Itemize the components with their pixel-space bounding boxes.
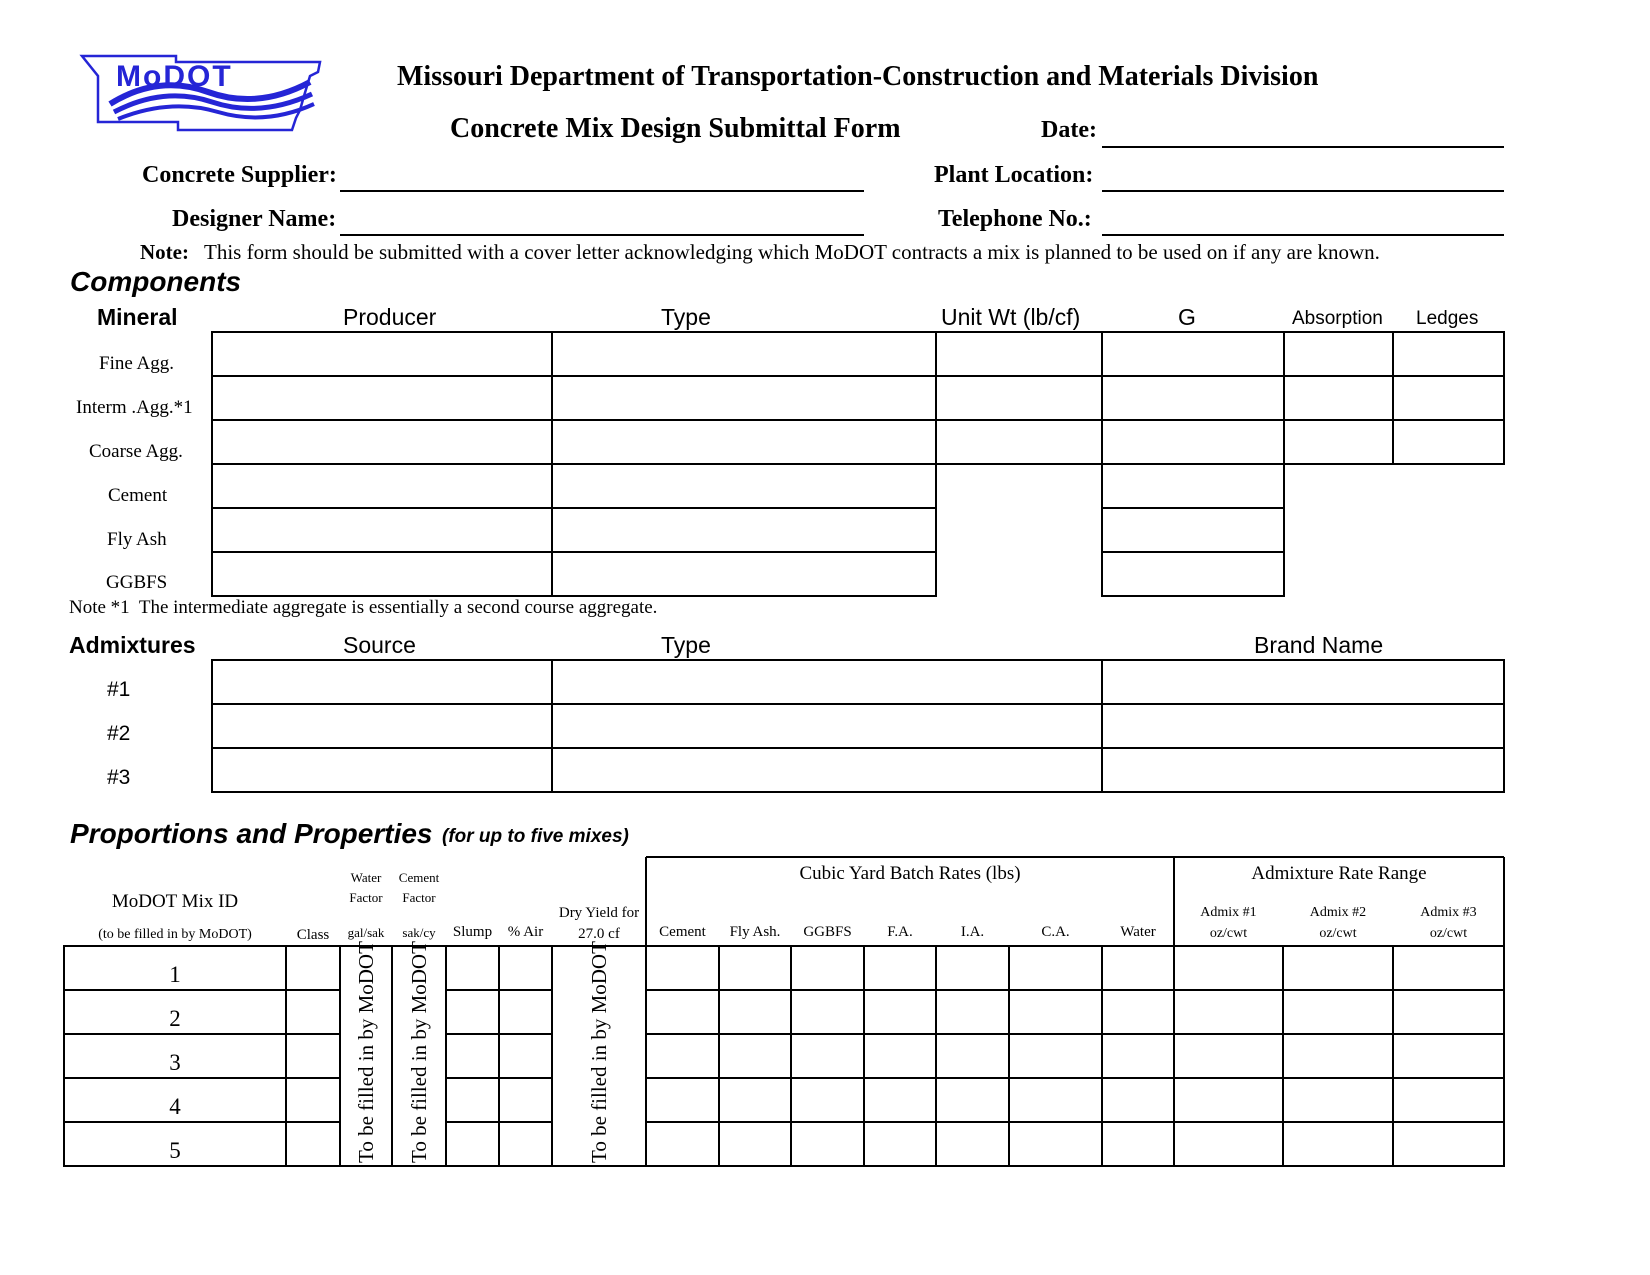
- mix-id-header: MoDOT Mix ID: [111, 891, 239, 912]
- batch-col-ia: I.A.: [960, 924, 985, 940]
- form-title: Concrete Mix Design Submittal Form: [450, 113, 901, 144]
- row-label-fine-agg: Fine Agg.: [99, 353, 174, 374]
- mix-id-subheader: (to be filled in by MoDOT): [98, 927, 252, 942]
- cement-factor-modot-note: To be filled in by MoDOT: [407, 941, 431, 1163]
- plant-label: Plant Location:: [934, 162, 1094, 188]
- admix-rate-header: Admixture Rate Range: [1251, 863, 1427, 884]
- phone-label: Telephone No.:: [938, 206, 1092, 232]
- admixtures-title: Admixtures: [69, 632, 196, 658]
- batch-col-ca: C.A.: [1041, 924, 1070, 940]
- admix-row-3: #3: [107, 766, 131, 789]
- water-factor-unit: gal/sak: [347, 925, 385, 940]
- row-label-fly-ash: Fly Ash: [107, 529, 167, 550]
- row-label-ggbfs: GGBFS: [106, 572, 168, 593]
- logo-text: MoDOT: [116, 60, 233, 93]
- proportions-title: Proportions and Properties: [70, 818, 433, 849]
- mix-row-3: 3: [169, 1050, 181, 1075]
- page-title: Missouri Department of Transportation-Construction and Materials Division: [397, 61, 1319, 92]
- water-factor-header: Water Factor: [349, 870, 383, 905]
- ledges-header: Ledges: [1416, 308, 1479, 329]
- unit-wt-header: Unit Wt (lb/cf): [941, 304, 1081, 330]
- mix-row-2: 2: [169, 1006, 181, 1031]
- cement-factor-unit: sak/cy: [402, 925, 436, 940]
- designer-label: Designer Name:: [172, 206, 337, 232]
- row-label-cement: Cement: [108, 485, 168, 506]
- mix-row-5: 5: [169, 1138, 181, 1163]
- note-label: Note:: [140, 240, 189, 264]
- admix-row-1: #1: [107, 678, 131, 701]
- batch-col-ggbfs: GGBFS: [803, 924, 852, 940]
- batch-rates-header: Cubic Yard Batch Rates (lbs): [799, 863, 1021, 884]
- proportions-subtitle: (for up to five mixes): [442, 826, 629, 847]
- row-label-interm-agg: Interm .Agg.*1: [76, 397, 193, 418]
- cement-factor-header: Cement Factor: [398, 870, 440, 905]
- row-label-coarse-agg: Coarse Agg.: [89, 441, 183, 462]
- type-header: Type: [661, 304, 711, 330]
- absorption-header: Absorption: [1292, 308, 1383, 329]
- source-header: Source: [343, 632, 416, 658]
- batch-col-fa: F.A.: [887, 924, 913, 940]
- class-header: Class: [296, 927, 330, 943]
- intermediate-note: Note *1 The intermediate aggregate is essentially a second course aggregate.: [69, 597, 658, 618]
- batch-col-cement: Cement: [659, 924, 706, 940]
- g-header: G: [1178, 304, 1196, 330]
- mineral-header: Mineral: [97, 304, 178, 330]
- admix-col-3: Admix #3 oz/cwt: [1420, 905, 1477, 941]
- admix-row-2: #2: [107, 722, 131, 745]
- water-factor-modot-note: To be filled in by MoDOT: [354, 941, 378, 1163]
- admix-type-header: Type: [661, 632, 711, 658]
- note-text: This form should be submitted with a cover letter acknowledging which MoDOT contracts a mix is planned to be used on if any are known.: [204, 240, 1380, 264]
- admix-col-1: Admix #1 oz/cwt: [1200, 905, 1257, 941]
- batch-col-fly-ash: Fly Ash.: [729, 924, 781, 940]
- producer-header: Producer: [343, 304, 437, 330]
- mix-row-4: 4: [169, 1094, 181, 1119]
- date-label: Date:: [1041, 117, 1097, 143]
- batch-col-water: Water: [1120, 924, 1156, 940]
- mix-row-1: 1: [169, 962, 181, 987]
- brand-header: Brand Name: [1254, 632, 1384, 658]
- supplier-label: Concrete Supplier:: [142, 162, 337, 188]
- admix-col-2: Admix #2 oz/cwt: [1309, 905, 1367, 941]
- slump-header: Slump: [452, 924, 493, 940]
- components-title: Components: [70, 266, 242, 297]
- dry-yield-modot-note: To be filled in by MoDOT: [587, 941, 611, 1163]
- air-header: % Air: [507, 924, 544, 940]
- dry-yield-header: Dry Yield for 27.0 cf: [558, 905, 640, 942]
